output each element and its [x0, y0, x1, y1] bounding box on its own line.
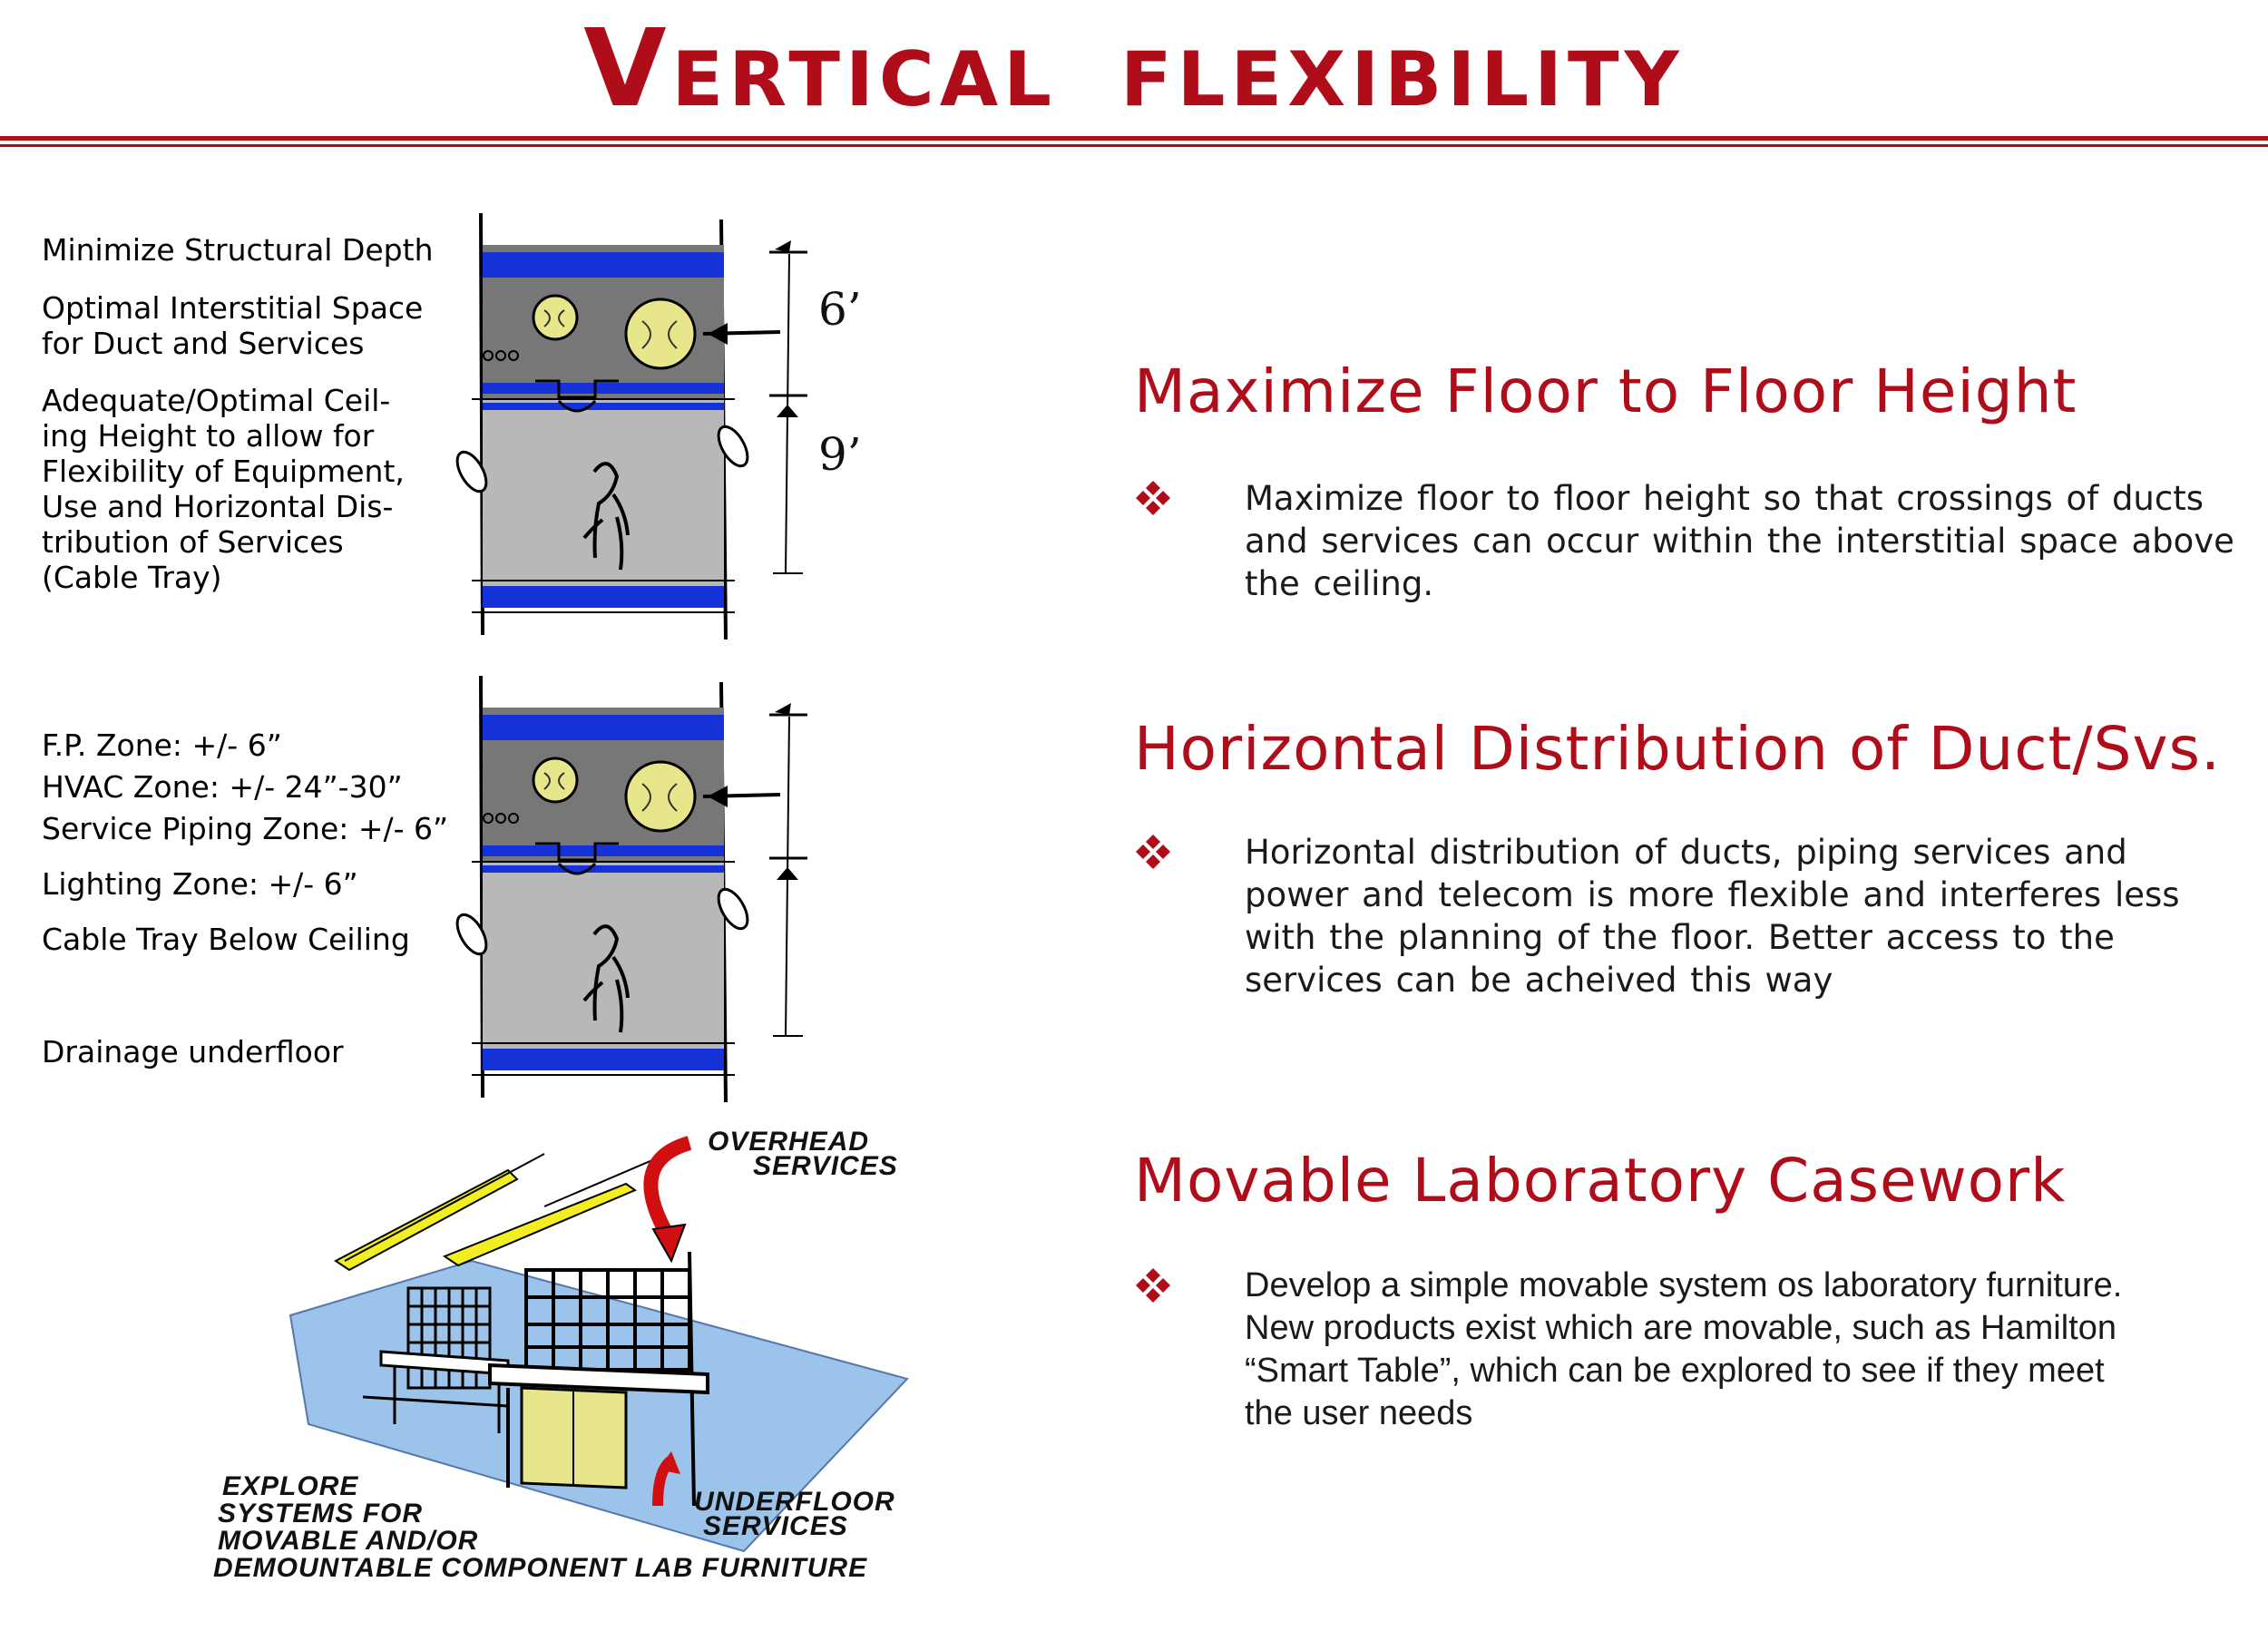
heading-horizontal-distribution: Horizontal Distribution of Duct/Svs.: [1134, 714, 2221, 784]
lower-building-section: [445, 671, 862, 1107]
paragraph-movable-casework: [1245, 1265, 2252, 1435]
upper-slab-bottom: [483, 586, 724, 608]
note-underfloor-1: UNDERFLOOR: [694, 1487, 895, 1517]
label-ceiling-6: (Cable Tray): [42, 560, 222, 595]
upper-building-section: [445, 209, 862, 644]
paragraph-line: Horizontal distribution of ducts, piping services and: [1245, 833, 2127, 872]
paragraph-line: services can be acheived this way: [1245, 961, 1833, 1000]
title-word-2: flexibility: [1119, 5, 1685, 131]
title-word-1: Vertical: [583, 5, 1057, 131]
label-piping-zone: Service Piping Zone: +/- 6”: [42, 811, 449, 846]
label-hvac-zone: HVAC Zone: +/- 24”-30”: [42, 769, 403, 805]
label-ceiling-1: Adequate/Optimal Ceil-: [42, 383, 391, 418]
label-ceiling-5: tribution of Services: [42, 524, 344, 560]
lab-furniture-sketch: [200, 1125, 925, 1597]
note-explore-4: DEMOUNTABLE COMPONENT LAB FURNITURE: [213, 1553, 868, 1583]
diamond-bullet-icon: [1134, 833, 1172, 871]
diamond-bullet-icon: [1134, 479, 1172, 517]
paragraph-line: New products exist which are movable, such as Hamilton: [1245, 1309, 2116, 1347]
diamond-bullet-icon: [1134, 1266, 1172, 1304]
lower-slab-top: [483, 715, 724, 740]
paragraph-line: the user needs: [1245, 1394, 1473, 1432]
note-explore-1: EXPLORE: [222, 1471, 359, 1501]
paragraph-line: the ceiling.: [1245, 564, 1434, 603]
note-overhead-2: SERVICES: [753, 1151, 898, 1181]
paragraph-line: “Smart Table”, which can be explored to see if they meet: [1245, 1352, 2105, 1390]
paragraph-horizontal-distribution: [1245, 831, 2252, 1001]
label-drainage: Drainage underfloor: [42, 1034, 344, 1069]
upper-slab-top: [483, 252, 724, 278]
label-ceiling-2: ing Height to allow for: [42, 418, 375, 454]
paragraph-line: with the planning of the floor. Better access to the: [1245, 918, 2115, 957]
label-cable-tray: Cable Tray Below Ceiling: [42, 922, 410, 957]
paragraph-line: power and telecom is more flexible and interferes less: [1245, 875, 2180, 914]
title-rule-lower: [0, 144, 2268, 147]
title-rule-upper: [0, 136, 2268, 141]
paragraph-line: Develop a simple movable system os laboratory furniture.: [1245, 1266, 2123, 1304]
page-title: [0, 0, 2268, 136]
heading-floor-height: Maximize Floor to Floor Height: [1134, 356, 2077, 426]
paragraph-line: Maximize floor to floor height so that crossings of ducts: [1245, 479, 2204, 518]
light-fixture-left: [336, 1170, 517, 1270]
note-underfloor-2: SERVICES: [703, 1511, 848, 1541]
note-explore-3: MOVABLE AND/OR: [218, 1526, 479, 1556]
dim-9ft: 9’: [818, 428, 862, 481]
label-ceiling-4: Use and Horizontal Dis-: [42, 489, 394, 524]
duct-small-icon: [533, 296, 577, 339]
label-ceiling-3: Flexibility of Equipment,: [42, 454, 405, 489]
label-fp-zone: F.P. Zone: +/- 6”: [42, 728, 282, 763]
label-interstitial-2: for Duct and Services: [42, 326, 365, 361]
lower-slab-bottom: [483, 1049, 724, 1070]
label-lighting-zone: Lighting Zone: +/- 6”: [42, 866, 358, 902]
dim-6ft: 6’: [818, 283, 862, 336]
label-structural-depth: Minimize Structural Depth: [42, 232, 434, 268]
paragraph-floor-height: [1245, 477, 2252, 605]
duct-large-icon: [626, 299, 695, 368]
note-explore-2: SYSTEMS FOR: [218, 1499, 424, 1528]
note-overhead-1: OVERHEAD: [708, 1127, 870, 1157]
overhead-arrow-icon: [650, 1143, 689, 1234]
label-interstitial-1: Optimal Interstitial Space: [42, 290, 424, 326]
paragraph-line: and services can occur within the interstitial space above: [1245, 522, 2234, 561]
heading-movable-casework: Movable Laboratory Casework: [1134, 1146, 2067, 1216]
